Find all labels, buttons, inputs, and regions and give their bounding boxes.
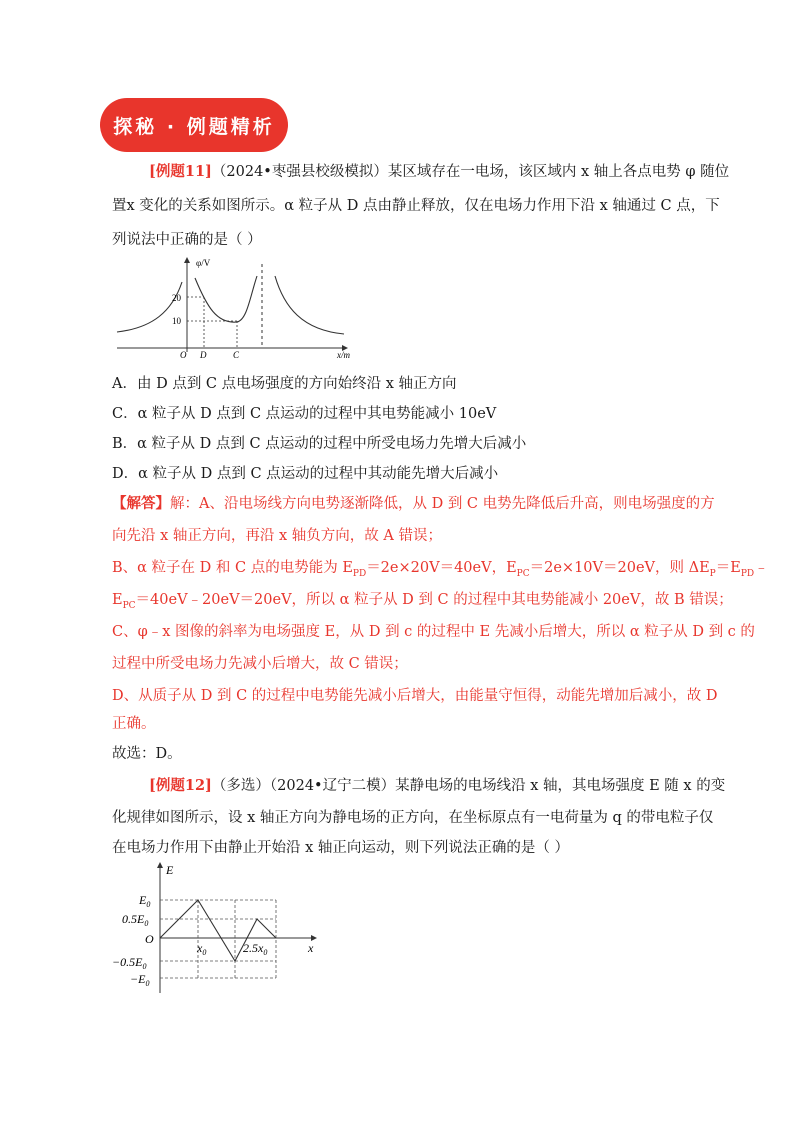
- phi-x-graph: [112, 252, 362, 362]
- answer-line2: 向先沿 x 轴正方向，再沿 x 轴负方向，故 A 错误；: [112, 528, 442, 544]
- point-d-label: D: [200, 350, 207, 360]
- option-c: C．α 粒子从 D 点到 C 点运动的过程中其电势能减小 10eV: [112, 406, 497, 422]
- answer-d-line1: D、从质子从 D 到 C 的过程中电势能先减小后增大，由能量守恒得，动能先增加后减小，故 D: [112, 688, 718, 704]
- point-c-label: C: [233, 350, 240, 360]
- neg-e0-label: $-E_0$: [130, 972, 150, 988]
- answer-c-line2: 过程中所受电场力先减小后增大，故 C 错误；: [112, 656, 408, 672]
- example11-stem-line2: 置x 变化的关系如图所示。α 粒子从 D 点由静止释放，仅在电场力作用下沿 x 轴通过 C 点，下: [112, 198, 720, 214]
- option-a: A．由 D 点到 C 点电场强度的方向始终沿 x 轴正方向: [112, 376, 457, 392]
- answer-c-line1: C、φ﹣x 图像的斜率为电场强度 E，从 D 到 c 的过程中 E 先减小后增大，所以 α 粒子从 D 到 c 的: [112, 624, 755, 640]
- y-axis-label: φ/V: [196, 258, 211, 268]
- section-banner: 探秘 · 例题精析: [100, 98, 288, 152]
- e-x-graph: [108, 858, 323, 998]
- curve-middle: [195, 276, 257, 322]
- example12-stem-line1: [149, 774, 725, 795]
- curve-right: [275, 276, 344, 334]
- x25-label: $2.5x_0$: [243, 941, 268, 957]
- half-e0-label: $0.5E_0$: [122, 912, 149, 928]
- answer-text1: 解：A、沿电场线方向电势逐渐降低，从 D 到 C 电势先降低后升高，则电场强度的方: [170, 496, 715, 512]
- x-axis-label: x/m: [337, 350, 350, 360]
- answer-b-line2: $E_{PC}=40eV﹣20eV=20eV$，所以 α 粒子从 D 到 C 的过程中其电势能减小 20eV，故 B 错误；: [112, 592, 733, 611]
- conclusion: 故选：D。: [112, 746, 182, 762]
- answer-d-line2: 正确。: [112, 716, 156, 732]
- tick-10: 10: [172, 316, 181, 326]
- option-d: D．α 粒子从 D 点到 C 点运动的过程中其动能先增大后减小: [112, 466, 499, 482]
- answer-tag: 【解答】: [112, 495, 170, 512]
- option-b: B．α 粒子从 D 点到 C 点运动的过程中所受电场力先增大后减小: [112, 436, 527, 452]
- example12-stem-text1: （多选）（2024•辽宁二模）某静电场的电场线沿 x 轴，其电场强度 E 随 x 的变: [211, 778, 726, 794]
- answer-line1: [112, 492, 715, 513]
- origin-label: O: [180, 350, 187, 360]
- example12-stem-line3: 在电场力作用下由静止开始沿 x 轴正向运动，则下列说法正确的是（ ）: [112, 840, 570, 856]
- x0-label: $x_0$: [197, 941, 207, 957]
- answer-b-line1: B、α 粒子在 D 和 C 点的电势能为 $E_{PD}=2e\times 20V=40eV$，$E_{PC}=2e\times 10V=20eV$，则 $\Delta E_P=E_{PD}﹣$: [112, 560, 769, 579]
- example12-label: [例题12]: [149, 777, 212, 794]
- e0-label: $E_0$: [139, 893, 151, 909]
- example11-label: [例题11]: [149, 163, 212, 180]
- tick-20: 20: [172, 293, 181, 303]
- origin-label: O: [145, 932, 154, 946]
- example11-stem-text1: （2024•枣强县校级模拟）某区域存在一电场，该区域内 x 轴上各点电势 φ 随位: [211, 164, 730, 180]
- neg-half-e0-label: $-0.5E_0$: [112, 955, 147, 971]
- y-axis-label: E: [166, 863, 174, 877]
- example12-stem-line2: 化规律如图所示，设 x 轴正方向为静电场的正方向，在坐标原点有一电荷量为 q 的带电粒子仅: [112, 810, 714, 826]
- example11-stem-line1: [149, 160, 729, 181]
- example11-stem-line3: 列说法中正确的是（ ）: [112, 232, 262, 248]
- x-axis-label: x: [308, 941, 314, 955]
